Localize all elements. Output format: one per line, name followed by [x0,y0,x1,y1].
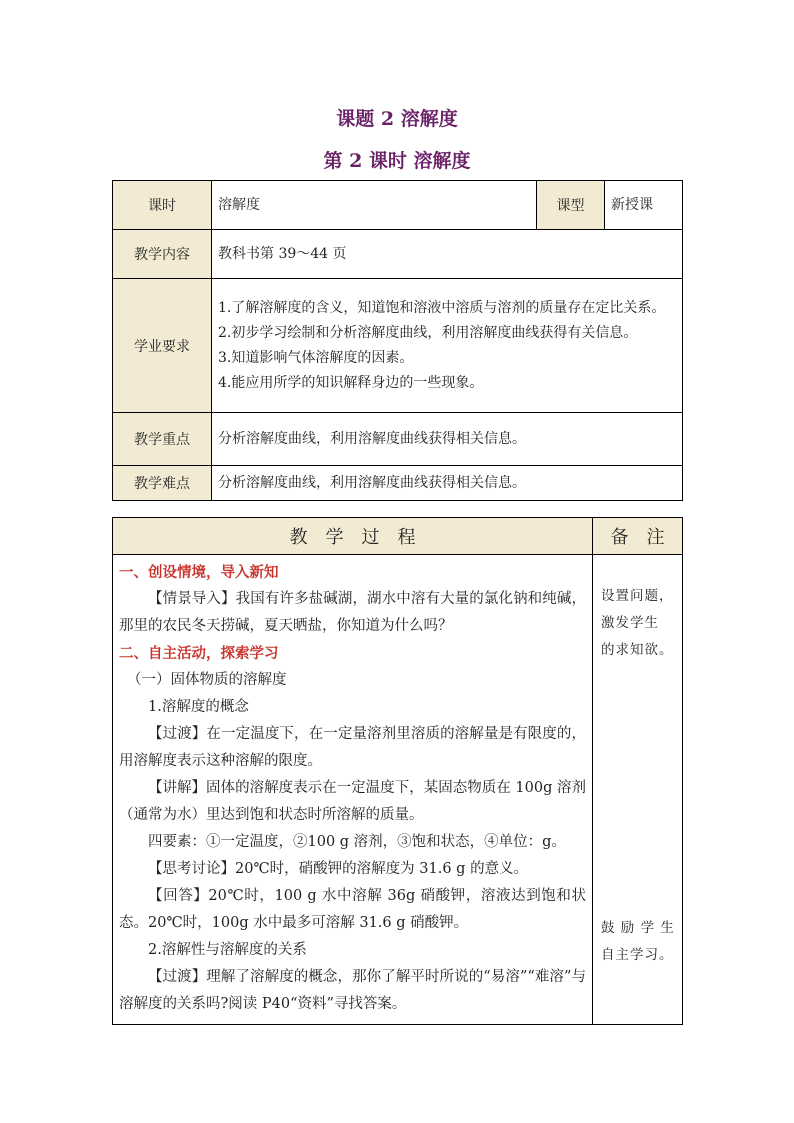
label-lesson-type: 课型 [537,181,605,230]
note-block [601,583,676,664]
process-header-row [113,518,683,555]
paragraph: 【回答】20℃时，100 g 水中溶解 36g 硝酸钾，溶液达到饱和状态。20℃时，100g 水中最多可溶解 31.6 g 硝酸钾。 [119,888,586,931]
info-row-period [113,181,683,230]
process-notes [593,555,683,1025]
label-difficulties: 教学难点 [113,466,212,501]
note-block [601,915,676,969]
paragraph: 【过渡】在一定温度下，在一定量溶剂里溶质的溶解量是有限度的，用溶解度表示这种溶解的限度。 [119,726,586,769]
lesson-subtitle: 第 2 课时 溶解度 [323,150,471,172]
section-heading: 二、自主活动，探索学习 [119,645,279,662]
requirement-item: 3.知道影响气体溶解度的因素。 [218,349,414,366]
label-content: 教学内容 [113,230,212,279]
value-requirements [212,279,683,413]
note-line: 激发学生 [601,615,659,631]
paragraph: 【讲解】固体的溶解度表示在一定温度下，某固态物质在 100g 溶剂（通常为水）里达到饱和状态时所溶解的质量。 [119,780,586,823]
note-line: 设置问题， [601,588,674,604]
requirement-item: 1.了解溶解度的含义，知道饱和溶液中溶质与溶剂的质量存在定比关系。 [218,299,666,316]
lesson-title: 课题 2 溶解度 [336,108,458,130]
paragraph: 四要素：①一定温度，②100 g 溶剂，③饱和状态，④单位：g。 [148,834,566,850]
note-line: 自主学习。 [601,947,674,963]
info-row-key-points [113,413,683,466]
label-requirements: 学业要求 [113,279,212,413]
paragraph: 【思考讨论】20℃时，硝酸钾的溶解度为 31.6 g 的意义。 [148,861,529,877]
label-period: 课时 [113,181,212,230]
requirement-item: 4.能应用所学的知识解释身边的一些现象。 [218,374,484,391]
requirement-item: 2.初步学习绘制和分析溶解度曲线，利用溶解度曲线获得有关信息。 [218,324,638,341]
lesson-info-table [112,180,683,501]
value-lesson-type: 新授课 [605,181,683,230]
info-row-content [113,230,683,279]
process-header: 教 学 过 程 [113,518,593,555]
point-heading: 1.溶解度的概念 [148,699,249,715]
teaching-process-table [112,517,683,1025]
info-row-requirements [113,279,683,413]
value-period: 溶解度 [212,181,537,230]
info-row-difficulties [113,466,683,501]
label-key-points: 教学重点 [113,413,212,466]
value-content: 教科书第 39～44 页 [212,230,683,279]
subsection-heading: （一）固体物质的溶解度 [127,672,287,688]
paragraph: 【过渡】理解了溶解度的概念，那你了解平时所说的“易溶”“难溶”与溶解度的关系吗?阅读 P40“资料”寻找答案。 [119,969,586,1012]
note-line: 鼓 励 学 生 [601,920,675,936]
paragraph: 【情景导入】我国有许多盐碱湖，湖水中溶有大量的氯化钠和纯碱，那里的农民冬天捞碱，夏天晒盐，你知道为什么吗？ [119,591,586,634]
point-heading: 2.溶解性与溶解度的关系 [148,942,307,958]
value-difficulties: 分析溶解度曲线，利用溶解度曲线获得相关信息。 [212,466,683,501]
value-key-points: 分析溶解度曲线，利用溶解度曲线获得相关信息。 [212,413,683,466]
note-line: 的求知欲。 [601,642,674,658]
process-body-row [113,555,683,1025]
note-header: 备 注 [593,518,683,555]
section-heading: 一、创设情境，导入新知 [119,564,279,581]
process-content [113,555,593,1025]
